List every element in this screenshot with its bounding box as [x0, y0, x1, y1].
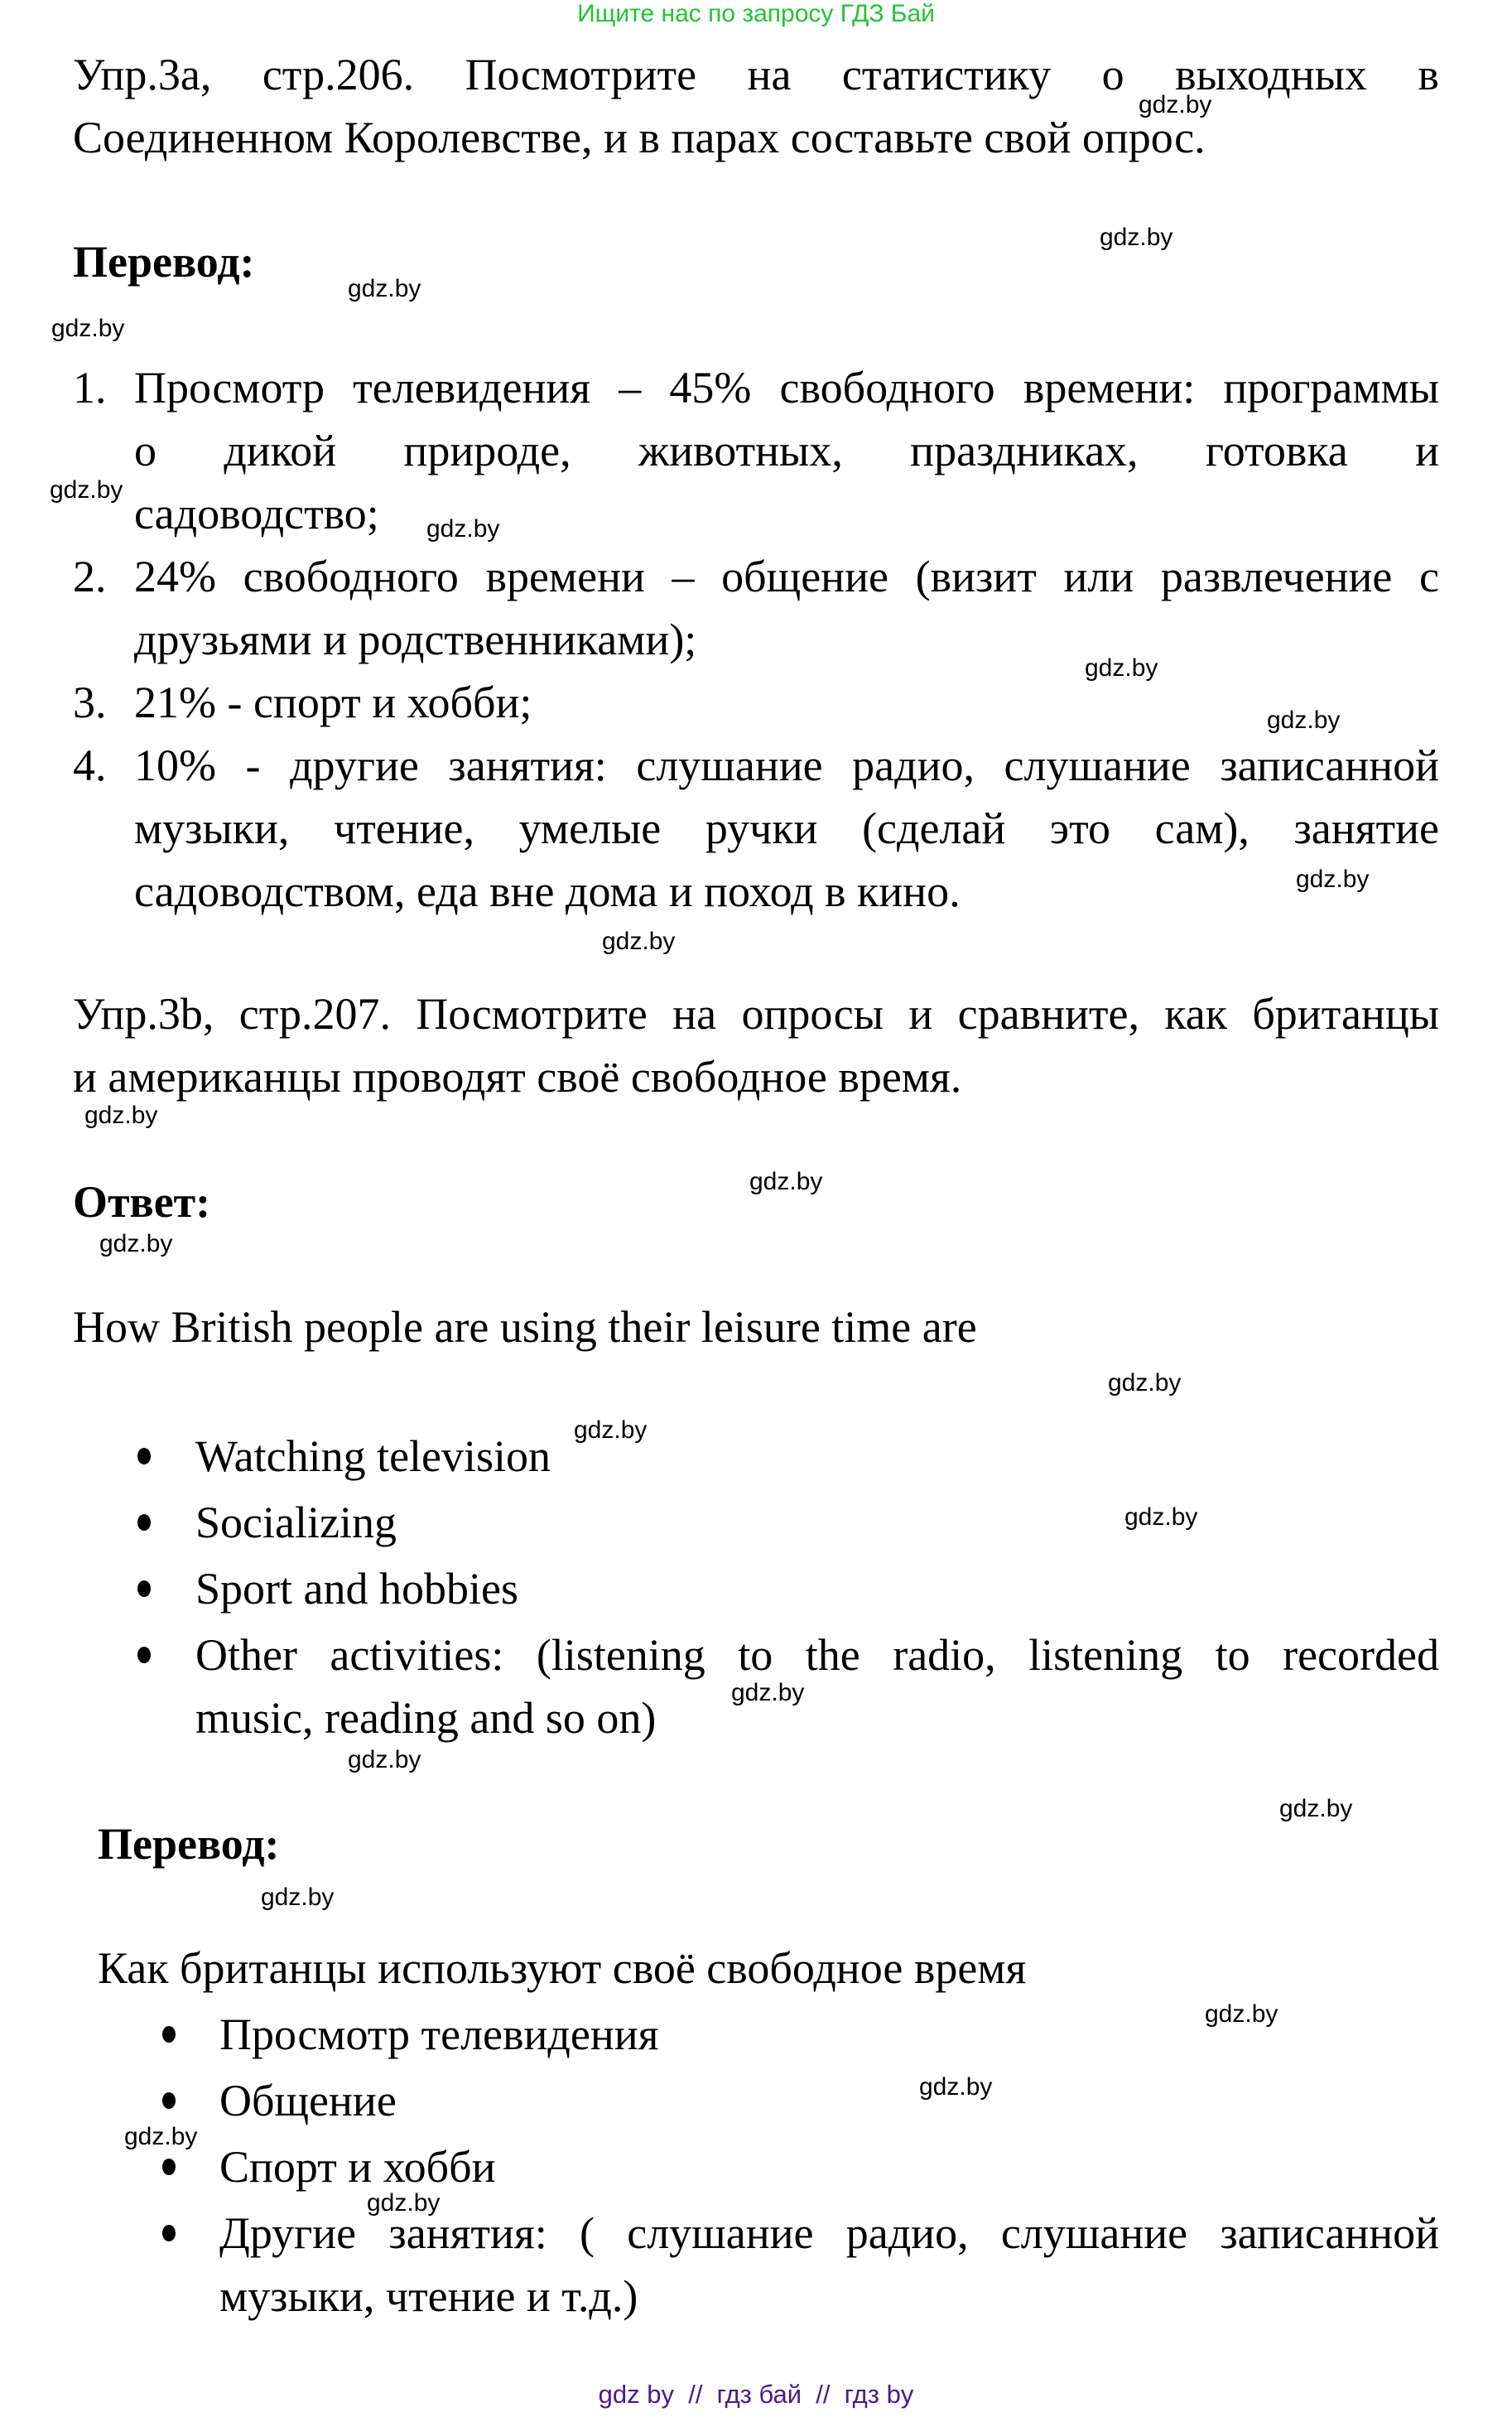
watermark-text: gdz.by: [1124, 1503, 1198, 1531]
word: Other: [195, 1630, 297, 1680]
word: стр.206.: [262, 50, 415, 99]
answer-heading: Ответ:: [73, 1177, 211, 1227]
word: to: [1215, 1630, 1250, 1680]
item-4-line-2: [134, 797, 1439, 860]
bullet-icon: [162, 2225, 176, 2241]
translation-item-2: Общение: [219, 2076, 397, 2125]
watermark-text: gdz.by: [1100, 224, 1173, 251]
bullet-icon: [162, 2026, 176, 2043]
answer-item-1: Watching television: [195, 1431, 551, 1481]
answer-item-3: Sport and hobbies: [195, 1564, 518, 1614]
watermark-text: gdz.by: [348, 1746, 421, 1773]
watermark-text: gdz.by: [731, 1679, 805, 1706]
word: (сделай: [862, 803, 1006, 853]
word: listening: [1028, 1630, 1183, 1680]
item-1-line-1: Просмотр телевидения – 45% свободного времени: программы: [134, 363, 1439, 412]
bullet-icon: [162, 2092, 176, 2109]
exercise-3b-title-line-2: и американцы проводят своё свободное время.: [73, 1052, 962, 1102]
word: записанной: [1220, 2208, 1439, 2258]
word: дикой: [224, 426, 337, 475]
word: Другие: [219, 2208, 357, 2258]
watermark-text: gdz.by: [84, 1102, 158, 1129]
watermark-text: gdz.by: [574, 1416, 648, 1444]
word: занятия:: [388, 2208, 547, 2258]
item-number: 3.: [73, 678, 107, 727]
translation-item-4-line-2: музыки, чтение и т.д.): [219, 2271, 638, 2321]
watermark-text: gdz.by: [426, 515, 500, 543]
translation-heading-3a: Перевод:: [73, 237, 255, 287]
answer-intro: How British people are using their leisure time are: [73, 1302, 977, 1352]
item-1-line-3: садоводство;: [134, 489, 379, 538]
word: recorded: [1283, 1630, 1439, 1680]
watermark-text: gdz.by: [348, 275, 421, 302]
word: природе,: [403, 426, 571, 475]
watermark-text: gdz.by: [99, 1230, 173, 1257]
word: выходных: [1175, 50, 1367, 99]
answer-item-4-line-1: [195, 1623, 1439, 1686]
bullet-icon: [137, 1448, 151, 1464]
word: Упр.3а,: [73, 50, 212, 99]
watermark-text: gdz.by: [1108, 1369, 1182, 1397]
word: слушание: [627, 2208, 814, 2258]
watermark-text: gdz.by: [602, 928, 676, 955]
word: в: [1418, 50, 1439, 99]
exercise-3a-title-line-2: Соединенном Королевстве, и в парах составьте свой опрос.: [73, 113, 1206, 162]
word: to: [738, 1630, 773, 1680]
item-4-line-3: садоводством, еда вне дома и поход в кино.: [134, 866, 961, 916]
bullet-icon: [137, 1580, 151, 1597]
bullet-icon: [162, 2159, 176, 2175]
watermark-text: gdz.by: [367, 2189, 441, 2217]
bullet-icon: [137, 1514, 151, 1531]
watermark-text: gdz.by: [1279, 1795, 1353, 1822]
word: радио,: [845, 2208, 969, 2258]
word: сам),: [1154, 803, 1250, 853]
watermark-text: gdz.by: [1267, 707, 1341, 734]
word: о: [1101, 50, 1124, 99]
watermark-text: gdz.by: [124, 2123, 198, 2150]
word: и: [1415, 426, 1439, 475]
translation-item-1: Просмотр телевидения: [219, 2009, 659, 2059]
word: чтение,: [334, 803, 475, 853]
word: на: [747, 50, 792, 99]
watermark-text: gdz.by: [919, 2073, 993, 2101]
word: занятие: [1293, 803, 1439, 853]
item-number: 1.: [73, 363, 107, 412]
word: праздниках,: [910, 426, 1139, 475]
item-4-line-1: 10% - другие занятия: слушание радио, слушание записанной: [134, 741, 1439, 790]
item-3-line-1: 21% - спорт и хобби;: [134, 678, 532, 727]
item-2-line-2: друзьями и родственниками);: [134, 615, 697, 664]
watermark-text: gdz.by: [1205, 2000, 1278, 2028]
watermark-text: gdz.by: [1139, 91, 1212, 118]
bullet-icon: [137, 1647, 151, 1663]
word: статистику: [841, 50, 1052, 99]
translation-heading-3b: Перевод:: [98, 1819, 280, 1869]
item-1-line-2: [134, 419, 1439, 482]
word: музыки,: [134, 803, 290, 853]
footer-links[interactable]: gdz by // гдз бай // гдз by: [598, 2380, 914, 2409]
word: умелые: [518, 803, 662, 853]
exercise-3a-title-line-1: [73, 43, 1439, 106]
word: это: [1049, 803, 1110, 853]
watermark-text: gdz.by: [261, 1884, 335, 1911]
word: животных,: [638, 426, 843, 475]
item-number: 4.: [73, 741, 107, 790]
word: ручки: [705, 803, 818, 853]
word: (: [580, 2208, 595, 2258]
word: radio,: [893, 1630, 996, 1680]
item-number: 2.: [73, 552, 107, 601]
word: (listening: [536, 1630, 705, 1680]
word: готовка: [1205, 426, 1348, 475]
watermark-text: gdz.by: [1296, 866, 1370, 893]
translation-item-3: Спорт и хобби: [219, 2142, 496, 2192]
exercise-3b-title-line-1: Упр.3b, стр.207. Посмотрите на опросы и сравните, как британцы: [73, 989, 1439, 1039]
word: activities:: [330, 1630, 504, 1680]
word: Посмотрите: [465, 50, 697, 99]
item-2-line-1: 24% свободного времени – общение (визит или развлечение с: [134, 552, 1439, 601]
watermark-text: gdz.by: [51, 315, 125, 342]
word: the: [805, 1630, 860, 1680]
watermark-text: gdz.by: [1085, 654, 1158, 682]
watermark-text: gdz.by: [749, 1168, 823, 1195]
answer-item-2: Socializing: [195, 1498, 397, 1547]
word: слушание: [1000, 2208, 1188, 2258]
answer-item-4-line-2: music, reading and so on): [195, 1693, 657, 1743]
watermark-text: gdz.by: [50, 476, 123, 504]
word: о: [134, 426, 156, 475]
top-banner[interactable]: Ищите нас по запросу ГДЗ Бай: [577, 0, 935, 27]
translation-intro: Как британцы используют своё свободное время: [98, 1943, 1027, 1993]
